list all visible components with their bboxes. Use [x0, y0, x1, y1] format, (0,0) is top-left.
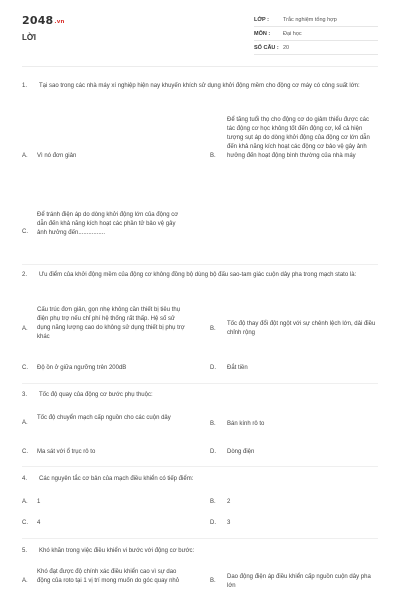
question-text: Tốc độ quay của động cơ bước phụ thuộc: — [39, 392, 153, 398]
option-text: 2 — [227, 499, 231, 505]
logo-suffix: .vn — [54, 19, 65, 25]
option-text: Tốc độ chuyển mạch cấp nguồn cho các cuộn dây — [37, 415, 171, 421]
option-letter: A. — [22, 326, 28, 332]
question-divider — [22, 264, 378, 265]
site-logo[interactable] — [22, 14, 65, 27]
meta-count-row — [254, 42, 378, 55]
meta-value: 20 — [283, 45, 290, 51]
question-text: Tại sao trong các nhà máy xí nghiệp hiện nay khuyến khích sử dụng khởi động mềm cho động cơ máy có công suất lớn: — [39, 83, 360, 89]
option-letter: D. — [210, 365, 216, 371]
option-text: Đắt tiền — [227, 365, 248, 371]
question-text: Các nguyên tắc cơ bản của mạch điều khiển có tiếp điểm: — [39, 476, 194, 482]
option-text: 3 — [227, 520, 231, 526]
option-text: 4 — [37, 520, 41, 526]
meta-value: Đại học — [283, 31, 302, 37]
option-text: Ma sát với ổ trục rô to — [37, 449, 96, 455]
option-text: Để tránh điện áp do dòng khởi động lớn của động cơ dẫn đến khả năng kích hoạt các phần tử bảo vệ gây ảnh hưởng đến................ — [37, 212, 179, 236]
meta-value: Trắc nghiệm tổng hợp — [283, 17, 337, 23]
meta-label: SỐ CÂU : — [254, 45, 279, 51]
option-letter: D. — [210, 449, 216, 455]
option-letter: D. — [210, 520, 216, 526]
logo-text: 2048 — [22, 14, 54, 27]
option-text: Khó đạt được độ chính xác điều khiển cao vì sự dao động của roto tại 1 vị trí mong muốn do góc quay nhỏ — [37, 569, 180, 584]
option-text: Để tăng tuổi thọ cho động cơ do giảm thiểu được các tác động cơ học không tốt đến động cơ, kể cả hiện tượng sụt áp do dòng khởi động của động cơ lớn dẫn đến khả năng kích hoạt các động cơ bảo vệ gây ảnh hưởng đến hoạt động bình thường của nhà máy — [227, 117, 370, 159]
question-divider — [22, 383, 378, 384]
option-letter: B. — [210, 499, 216, 505]
option-letter: C. — [22, 449, 28, 455]
option-letter: A. — [22, 499, 28, 505]
option-text: Cấu trúc đơn giản, gọn nhẹ không cần thiết bị tiêu thụ điện phụ trợ nếu chỉ phí hệ thống rất thấp. Hệ số sử dụng năng lượng cao do không sử dụng thiết bị phụ trợ khác — [37, 307, 185, 340]
question-number: 1. — [22, 83, 28, 89]
question-number: 2. — [22, 272, 28, 278]
question-number: 3. — [22, 392, 28, 398]
question-text: Ưu điểm của khởi động mềm của động cơ không đồng bộ dùng bộ đấu sao-tam giác cuộn dây pha trong mạch stato là: — [39, 272, 357, 278]
option-letter: B. — [210, 578, 216, 584]
page-header — [0, 0, 400, 62]
option-letter: C. — [22, 520, 28, 526]
option-letter: A. — [22, 578, 28, 584]
option-text: Tốc độ thay đổi đột ngột với sự chênh lệch lớn, dải điều chỉnh rộng — [227, 321, 376, 336]
meta-class-row — [254, 14, 378, 27]
option-text: Dòng điện — [227, 449, 255, 455]
option-letter: A. — [22, 420, 28, 426]
question-divider — [22, 538, 378, 539]
option-text: Dao động điện áp điều khiển cấp nguồn cuộn dây pha lớn — [227, 574, 371, 589]
header-divider — [22, 66, 378, 67]
option-text: Vì nó đơn giản — [37, 153, 77, 159]
option-letter: A. — [22, 153, 28, 159]
question-number: 4. — [22, 476, 28, 482]
option-letter: B. — [210, 153, 216, 159]
option-text: Độ ồn ở giữa ngưỡng trên 200dB — [37, 365, 127, 371]
option-letter: C. — [22, 229, 28, 235]
meta-label: MÔN : — [254, 31, 271, 37]
option-letter: B. — [210, 326, 216, 332]
meta-label: LỚP : — [254, 17, 269, 23]
meta-subject-row — [254, 28, 378, 41]
document-title: LỜI — [22, 33, 36, 42]
option-text: 1 — [37, 499, 41, 505]
question-divider — [22, 466, 378, 467]
question-number: 5. — [22, 548, 28, 554]
question-text: Khó khăn trong việc điều khiển vi bước với động cơ bước: — [39, 548, 195, 554]
option-letter: C. — [22, 365, 28, 371]
option-text: Bán kính rô to — [227, 421, 265, 427]
option-letter: B. — [210, 421, 216, 427]
